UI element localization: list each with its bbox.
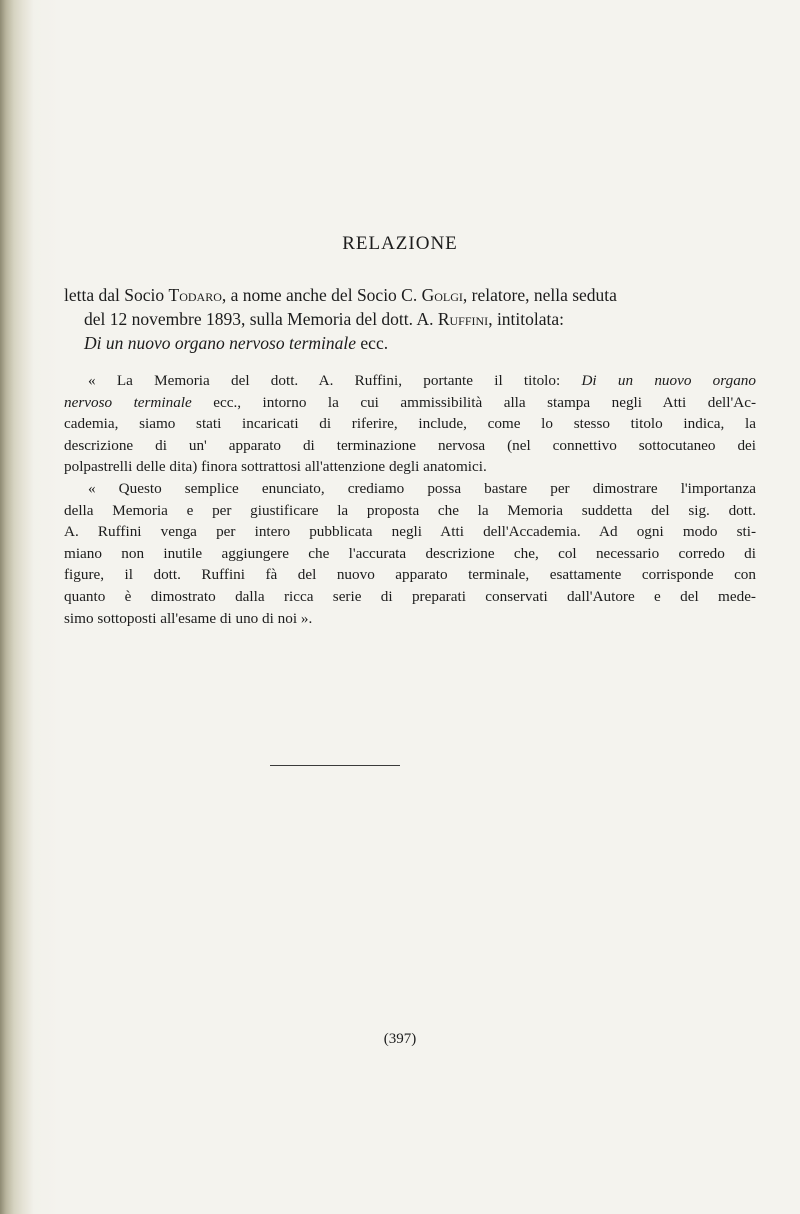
intro-line-1 <box>64 283 756 307</box>
body-line: miano non inutile aggiungere che l'accurata descrizione che, col necessario corredo di <box>64 544 756 562</box>
memoir-title-inline: Di un nuovo organo <box>581 372 756 389</box>
page-heading: RELAZIONE <box>342 233 458 254</box>
body-line: quanto è dimostrato dalla ricca serie di preparati conservati dall'Autore e del mede- <box>64 587 756 605</box>
body-line: simo sottoposti all'esame di uno di noi ». <box>64 609 313 627</box>
memoir-title: Di un nuovo organo nervoso terminale <box>84 333 357 353</box>
page-number: (397) <box>383 1031 417 1047</box>
intro-text: ecc. <box>356 333 389 353</box>
intro-text: , a nome anche del Socio C. <box>221 285 422 305</box>
author-name-ruffini: Ruffini <box>437 309 489 329</box>
body-line <box>64 392 756 414</box>
author-name-todaro: Todaro <box>168 285 222 305</box>
body-line: A. Ruffini venga per intero pubblicata negli Atti dell'Accademia. Ad ogni modo sti- <box>64 523 756 541</box>
body-text: « La Memoria del dott. A. Ruffini, portante il titolo: <box>88 372 582 389</box>
memoir-title-inline: nervoso terminale <box>64 393 192 411</box>
intro-text: letta dal Socio <box>64 285 169 305</box>
body-line: cademia, siamo stati incaricati di riferire, include, come lo stesso titolo indica, la <box>64 415 756 433</box>
body-line: descrizione di un' apparato di terminazione nervosa (nel connettivo sottocutaneo dei <box>64 436 756 454</box>
intro-line-2 <box>64 307 756 331</box>
body-text: ecc., intorno la cui ammissibilità alla stampa negli Atti dell'Ac- <box>191 393 756 411</box>
intro-text: , relatore, nella seduta <box>462 285 617 305</box>
author-name-golgi: Golgi <box>421 285 463 305</box>
section-divider <box>270 765 400 766</box>
body-line: polpastrelli delle dita) finora sottrattosi all'attenzione degli anatomici. <box>64 458 487 476</box>
intro-text: , intitolata: <box>488 309 565 329</box>
body-line: della Memoria e per giustificare la proposta che la Memoria suddetta del sig. dott. <box>64 501 756 519</box>
body-line: figure, il dott. Ruffini fà del nuovo apparato terminale, esattamente corrisponde con <box>64 566 756 584</box>
body-line: « Questo semplice enunciato, crediamo possa bastare per dimostrare l'importanza <box>88 479 756 497</box>
report-body <box>64 370 756 629</box>
body-line <box>64 370 756 392</box>
intro-line-3 <box>64 331 756 355</box>
intro-paragraph <box>64 283 756 355</box>
intro-text: del 12 novembre 1893, sulla Memoria del dott. A. <box>84 309 438 329</box>
